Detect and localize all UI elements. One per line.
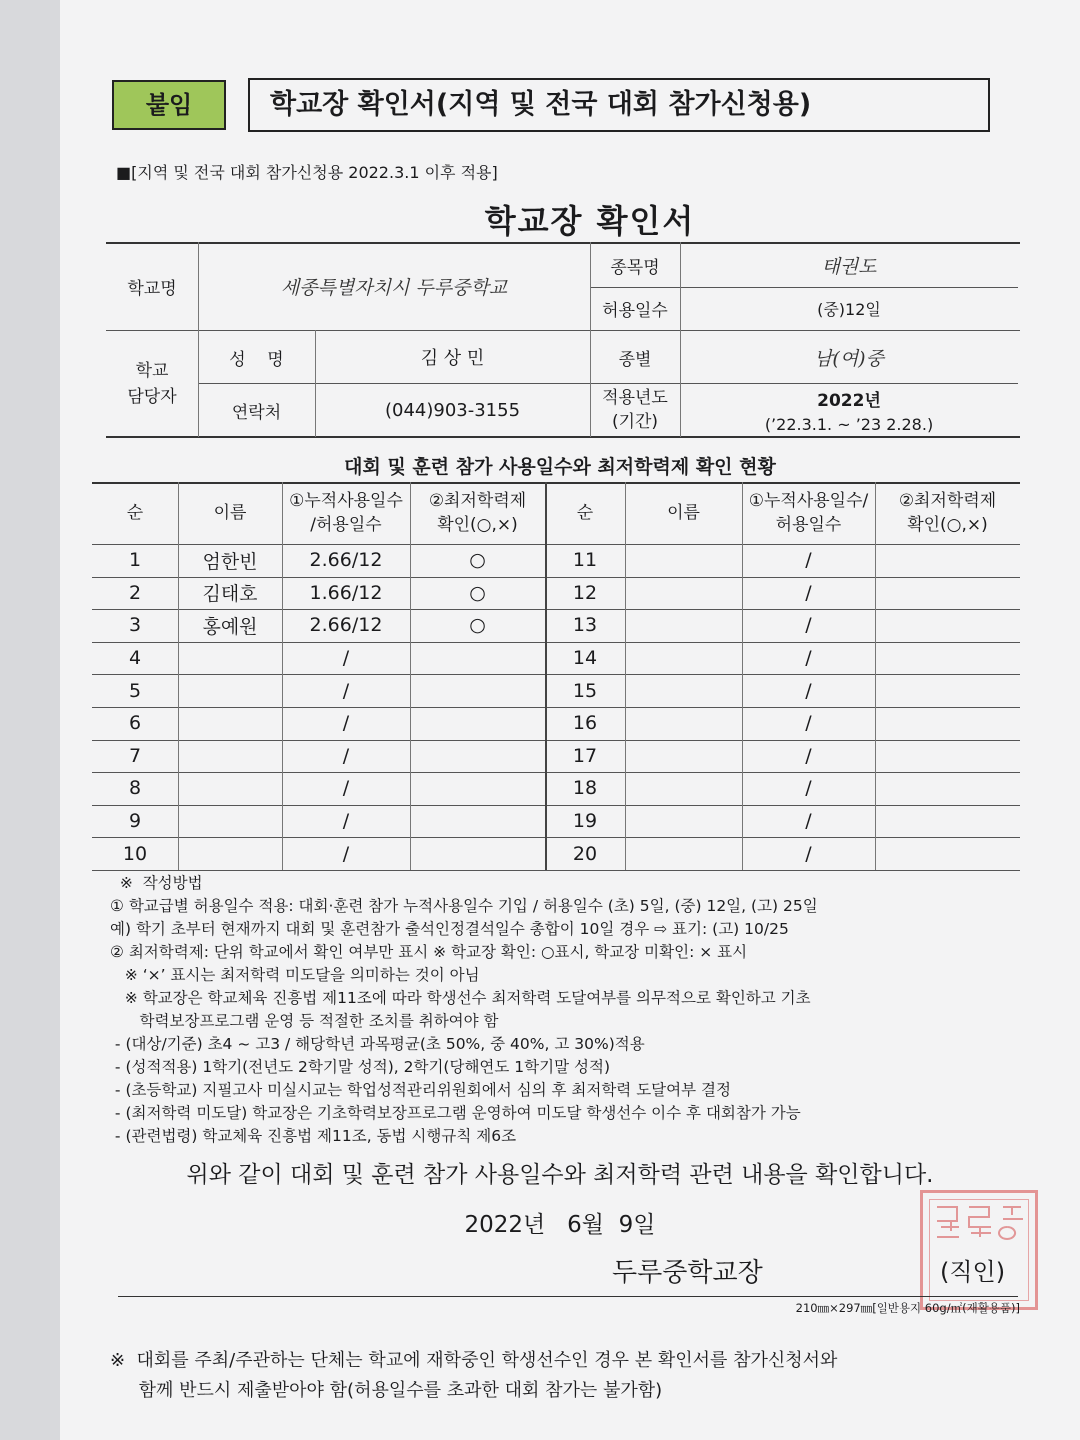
staff-name-value: 김 상 민 [420, 348, 485, 369]
table-cell-check2 [875, 544, 1020, 577]
table-cell-days2: / [805, 647, 812, 670]
year-period-value: (’22.3.1. ~ ’23 2.28.) [764, 414, 934, 434]
table-cell-no2: 16 [572, 712, 598, 735]
table-cell-check2 [875, 837, 1020, 870]
table-cell-no2: 15 [572, 679, 598, 702]
table-cell-check: ○ [469, 549, 486, 572]
paper-spec: 210㎜×297㎜[일반용지 60g/㎡(재활용품)] [795, 1301, 1020, 1315]
table-cell-no: 6 [128, 712, 142, 735]
table-cell-no: 9 [128, 810, 142, 833]
table-cell-check2 [875, 805, 1020, 838]
table-cell-check [410, 674, 545, 707]
table-cell-name: 엄한빈 [202, 550, 258, 573]
note-line: - (초등학교) 지필고사 미실시교는 학업성적관리위원회에서 심의 후 최저학력 도달여부 결정 [110, 1081, 731, 1099]
seal-label: (직인) [940, 1258, 1006, 1286]
table-cell-no: 10 [122, 842, 148, 865]
table-cell-check [410, 837, 545, 870]
table-cell-name2 [625, 674, 742, 707]
table-cell-check [410, 707, 545, 740]
year-label: 적용년도 (기간) [602, 388, 668, 432]
table-cell-no2: 20 [572, 842, 598, 865]
table-header-name: 이름 [213, 503, 247, 523]
table-cell-check [410, 772, 545, 805]
table-cell-no: 3 [128, 614, 142, 637]
table-cell-days: / [342, 842, 350, 865]
submission-footnote [110, 1346, 1030, 1406]
note-line: - (대상/기준) 초4 ~ 고3 / 해당학년 과목평균(초 50%, 중 40%, 고 30%)적용 [110, 1035, 645, 1053]
table-cell-days: 1.66/12 [309, 581, 383, 604]
official-seal [920, 1190, 1038, 1310]
table-header-name2: 이름 [667, 503, 700, 523]
footnote-line: ※ 대회를 주최/주관하는 단체는 학교에 재학중인 학생선수인 경우 본 확인서를 참가신청서와 [110, 1350, 838, 1371]
principal-signature: 두루중학교장 [612, 1258, 763, 1288]
table-cell-days2: / [805, 712, 812, 735]
table-cell-name2 [625, 837, 742, 870]
table-cell-check: ○ [469, 581, 486, 604]
document-title: 학교장 확인서 [484, 202, 696, 240]
table-cell-days: / [342, 712, 350, 735]
table-cell-check: ○ [469, 614, 486, 637]
table-cell-no: 2 [128, 581, 142, 604]
contact-label: 연락처 [231, 402, 282, 423]
table-cell-no2: 11 [572, 549, 598, 572]
table-cell-name2 [625, 577, 742, 610]
table-cell-check2 [875, 707, 1020, 740]
table-cell-check2 [875, 740, 1020, 773]
allowed-days-value: (중)12일 [817, 300, 881, 319]
table-cell-days: / [342, 810, 350, 833]
contact-value: (044)903-3155 [384, 399, 521, 421]
table-cell-days2: / [805, 744, 812, 767]
note-line: ※ 학교장은 학교체육 진흥법 제11조에 따라 학생선수 최저학력 도달여부를 의무적으로 확인하고 기초 [110, 989, 811, 1007]
table-cell-days2: / [805, 777, 812, 800]
table-cell-no: 1 [128, 549, 142, 572]
school-name-label: 학교명 [127, 279, 177, 299]
table-cell-name2 [625, 544, 742, 577]
note-line: 예) 학기 초부터 현재까지 대회 및 훈련참가 출석인정결석일수 총합이 10일 경우 ⇨ 표기: (고) 10/25 [110, 920, 789, 938]
table-cell-name: 홍예원 [202, 615, 258, 638]
table-cell-days: / [342, 744, 350, 767]
table-cell-no: 4 [128, 647, 142, 670]
table-header-days: ①누적사용일수 /허용일수 [289, 491, 403, 535]
table-cell-no2: 18 [572, 777, 598, 800]
table-cell-name [178, 837, 282, 870]
table-cell-name2 [625, 805, 742, 838]
table-cell-name: 김태호 [202, 583, 258, 606]
table-cell-name [178, 740, 282, 773]
footnote-line: 함께 반드시 제출받아야 함(허용일수를 초과한 대회 참가는 불가함) [110, 1380, 663, 1401]
table-cell-check2 [875, 674, 1020, 707]
table-cell-no2: 12 [572, 581, 598, 604]
table-header-no: 순 [126, 503, 144, 523]
gender-value: 남(여)중 [814, 347, 884, 370]
table-cell-check2 [875, 642, 1020, 675]
table-cell-no: 8 [128, 777, 142, 800]
allowed-days-label: 허용일수 [602, 301, 668, 321]
note-line: - (최저학력 미도달) 학교장은 기초학력보장프로그램 운영하여 미도달 학생선수 이수 후 대회참가 가능 [110, 1104, 801, 1122]
applicability-note: ■[지역 및 전국 대회 참가신청용 2022.3.1 이후 적용] [116, 163, 498, 182]
table-cell-days2: / [805, 614, 812, 637]
table-cell-check2 [875, 609, 1020, 642]
table-cell-check [410, 805, 545, 838]
event-label: 종목명 [610, 257, 660, 278]
table-cell-name [178, 707, 282, 740]
table-cell-days: / [342, 777, 350, 800]
note-line: ※ 작성방법 [110, 874, 203, 892]
table-cell-no2: 17 [572, 744, 598, 767]
table-cell-check2 [875, 772, 1020, 805]
table-cell-days2: / [805, 581, 812, 604]
table-cell-name2 [625, 707, 742, 740]
table-cell-name [178, 805, 282, 838]
table-cell-days: 2.66/12 [309, 614, 383, 637]
staff-label: 학교 담당자 [127, 360, 177, 407]
gender-label: 종별 [618, 349, 652, 370]
table-border [92, 870, 1020, 871]
note-line: 학력보장프로그램 운영 등 적절한 조치를 취하여야 함 [110, 1012, 499, 1030]
table-header-no2: 순 [576, 503, 594, 523]
issue-date: 2022년 6월 9일 [464, 1212, 656, 1238]
table-cell-days: / [342, 679, 350, 702]
table-cell-days: 2.66/12 [309, 549, 383, 572]
table-cell-check [410, 642, 545, 675]
note-line: - (관련법령) 학교체육 진흥법 제11조, 동법 시행규칙 제6조 [110, 1127, 517, 1145]
table-cell-name [178, 674, 282, 707]
table-cell-days2: / [805, 549, 812, 572]
school-name-value: 세종특별자치시 두루중학교 [280, 277, 508, 299]
form-title-box: 학교장 확인서(지역 및 전국 대회 참가신청용) [248, 78, 990, 132]
attachment-tag: 붙임 [112, 80, 226, 130]
writing-instructions [110, 872, 1030, 1148]
year-value: 2022년 [817, 390, 881, 411]
note-line: ② 최저학력제: 단위 학교에서 확인 여부만 표시 ※ 학교장 확인: ○표시, 학교장 미확인: × 표시 [110, 943, 748, 961]
table-cell-no2: 19 [572, 810, 598, 833]
table-header-check2: ②최저학력제 확인(○,×) [898, 491, 997, 535]
name-label: 성 명 [229, 349, 284, 370]
table-cell-name2 [625, 772, 742, 805]
note-line: ※ ‘×’ 표시는 최저학력 미도달을 의미하는 것이 아님 [110, 966, 480, 984]
table-cell-no: 7 [128, 744, 142, 767]
table-cell-name [178, 772, 282, 805]
table-cell-no: 5 [128, 679, 142, 702]
table-cell-days2: / [805, 679, 812, 702]
table-header-days2: ①누적사용일수/ 허용일수 [748, 491, 869, 535]
table-cell-name2 [625, 740, 742, 773]
table-cell-name2 [625, 609, 742, 642]
table-cell-no2: 14 [572, 647, 598, 670]
table-cell-check2 [875, 577, 1020, 610]
seal-glyphs [923, 1193, 1035, 1307]
table-cell-name [178, 642, 282, 675]
section-title: 대회 및 훈련 참가 사용일수와 최저학력제 확인 현황 [344, 456, 776, 478]
table-cell-no2: 13 [572, 614, 598, 637]
confirmation-statement: 위와 같이 대회 및 훈련 참가 사용일수와 최저학력 관련 내용을 확인합니다. [186, 1162, 934, 1188]
note-line: ① 학교급별 허용일수 적용: 대회·훈련 참가 누적사용일수 기입 / 허용일수 (초) 5일, (중) 12일, (고) 25일 [110, 897, 818, 915]
table-cell-check [410, 740, 545, 773]
table-cell-days: / [342, 647, 350, 670]
table-cell-days2: / [805, 810, 812, 833]
table-cell-name2 [625, 642, 742, 675]
table-cell-days2: / [805, 842, 812, 865]
note-line: - (성적적용) 1학기(전년도 2학기말 성적), 2학기(당해연도 1학기말 성적) [110, 1058, 610, 1076]
table-header-check: ②최저학력제 확인(○,×) [428, 491, 527, 535]
event-value: 태권도 [821, 255, 877, 278]
